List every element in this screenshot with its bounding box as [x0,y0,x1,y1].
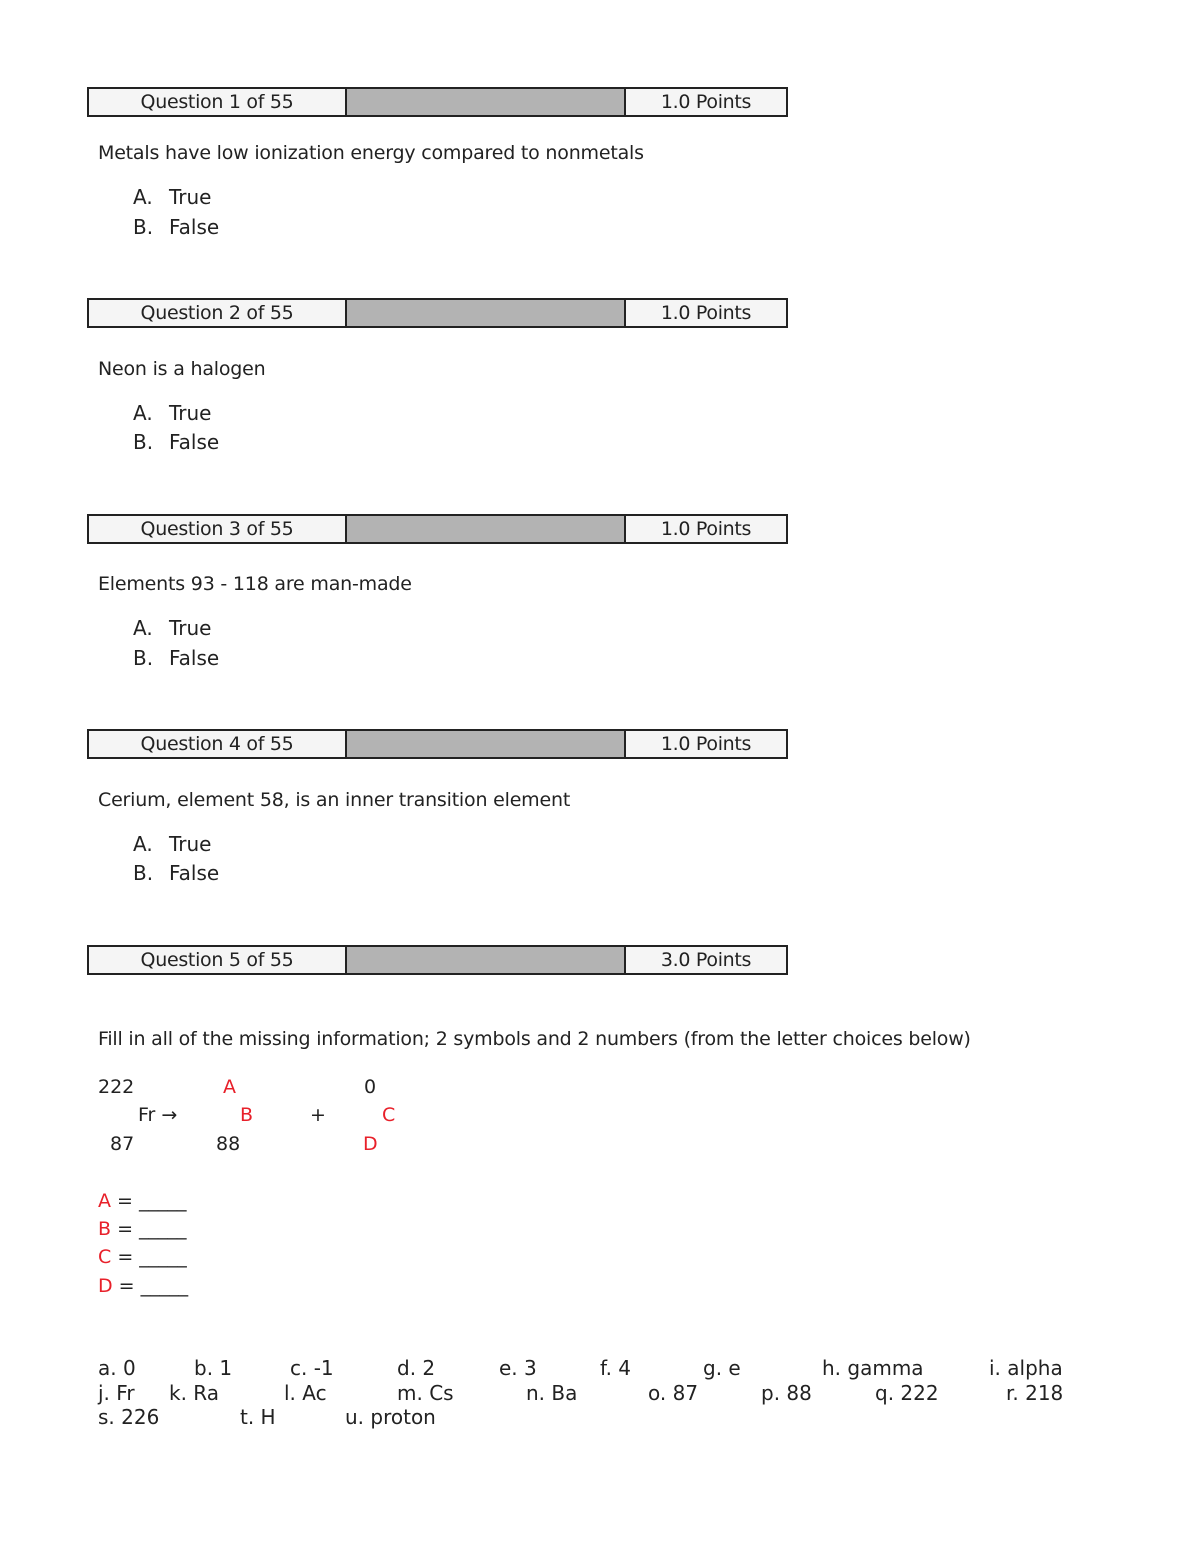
choice-item: n. Ba [526,1381,578,1405]
blank-c-marker: C [382,1104,396,1126]
question-text: Neon is a halogen [98,358,266,380]
question-number: Question 5 of 55 [89,947,347,973]
question-header-1 [87,87,788,117]
option-b[interactable] [133,646,219,670]
question-number: Question 2 of 55 [89,300,347,326]
choice-item: b. 1 [194,1356,233,1380]
product-atomic-number: 88 [216,1133,241,1155]
choice-item: f. 4 [600,1356,632,1380]
option-a[interactable] [133,185,211,209]
question-header-5 [87,945,788,975]
question-header-3 [87,514,788,544]
question-text: Fill in all of the missing information; 2 symbols and 2 numbers (from the letter choices below) [98,1028,971,1050]
choice-item: u. proton [345,1405,436,1429]
question-text: Cerium, element 58, is an inner transition element [98,789,571,811]
option-label: True [169,185,212,209]
choice-item: t. H [240,1405,276,1429]
question-points: 1.0 Points [626,89,786,115]
option-letter: A. [133,616,153,640]
option-label: False [169,646,220,670]
question-number: Question 1 of 55 [89,89,347,115]
mass-number: 222 [98,1076,135,1098]
choice-item: m. Cs [397,1381,454,1405]
answer-blank-d[interactable] [98,1275,188,1297]
choice-item: j. Fr [98,1381,135,1405]
option-b[interactable] [133,861,219,885]
reactant-symbol: Fr → [138,1104,178,1126]
choice-item: e. 3 [499,1356,537,1380]
blank-line: = _____ [112,1275,189,1297]
blank-a-marker: A [223,1076,236,1098]
option-label: False [169,861,220,885]
option-b[interactable] [133,430,219,454]
blank-b-marker: B [240,1104,254,1126]
option-label: False [169,430,220,454]
question-points: 1.0 Points [626,516,786,542]
option-label: False [169,215,220,239]
question-header-2 [87,298,788,328]
choice-item: q. 222 [875,1381,939,1405]
choice-item: d. 2 [397,1356,436,1380]
choice-item: s. 226 [98,1405,160,1429]
option-label: True [169,616,212,640]
blank-letter: B [98,1218,112,1240]
choice-item: r. 218 [1006,1381,1064,1405]
blank-line: = _____ [111,1246,187,1268]
option-letter: B. [133,215,154,239]
option-label: True [169,401,212,425]
blank-line: = _____ [111,1190,187,1212]
blank-letter: D [98,1275,113,1297]
plus-sign: + [310,1104,326,1126]
option-letter: B. [133,646,154,670]
choice-item: g. e [703,1356,741,1380]
option-letter: B. [133,430,154,454]
answer-blank-b[interactable] [98,1218,187,1240]
question-text: Metals have low ionization energy compared to nonmetals [98,142,644,164]
option-a[interactable] [133,616,211,640]
answer-blank-c[interactable] [98,1246,187,1268]
blank-line: = _____ [111,1218,187,1240]
option-b[interactable] [133,215,219,239]
choice-item: h. gamma [822,1356,924,1380]
header-divider-block [347,300,626,326]
blank-letter: A [98,1190,111,1212]
choice-item: c. -1 [290,1356,334,1380]
option-letter: A. [133,185,153,209]
header-divider-block [347,947,626,973]
header-divider-block [347,516,626,542]
choice-item: i. alpha [989,1356,1063,1380]
question-text: Elements 93 - 118 are man-made [98,573,412,595]
option-letter: A. [133,832,153,856]
question-number: Question 4 of 55 [89,731,347,757]
question-points: 3.0 Points [626,947,786,973]
blank-letter: C [98,1246,112,1268]
particle-mass-number: 0 [364,1076,377,1098]
option-letter: B. [133,861,154,885]
header-divider-block [347,89,626,115]
choice-item: k. Ra [169,1381,220,1405]
question-number: Question 3 of 55 [89,516,347,542]
question-header-4 [87,729,788,759]
option-letter: A. [133,401,153,425]
choice-item: p. 88 [761,1381,812,1405]
option-label: True [169,832,212,856]
option-a[interactable] [133,832,211,856]
atomic-number: 87 [110,1133,135,1155]
header-divider-block [347,731,626,757]
question-points: 1.0 Points [626,300,786,326]
option-a[interactable] [133,401,211,425]
blank-d-marker: D [363,1133,378,1155]
choice-item: a. 0 [98,1356,136,1380]
answer-blank-a[interactable] [98,1190,187,1212]
choice-item: l. Ac [284,1381,327,1405]
choice-item: o. 87 [648,1381,699,1405]
question-points: 1.0 Points [626,731,786,757]
